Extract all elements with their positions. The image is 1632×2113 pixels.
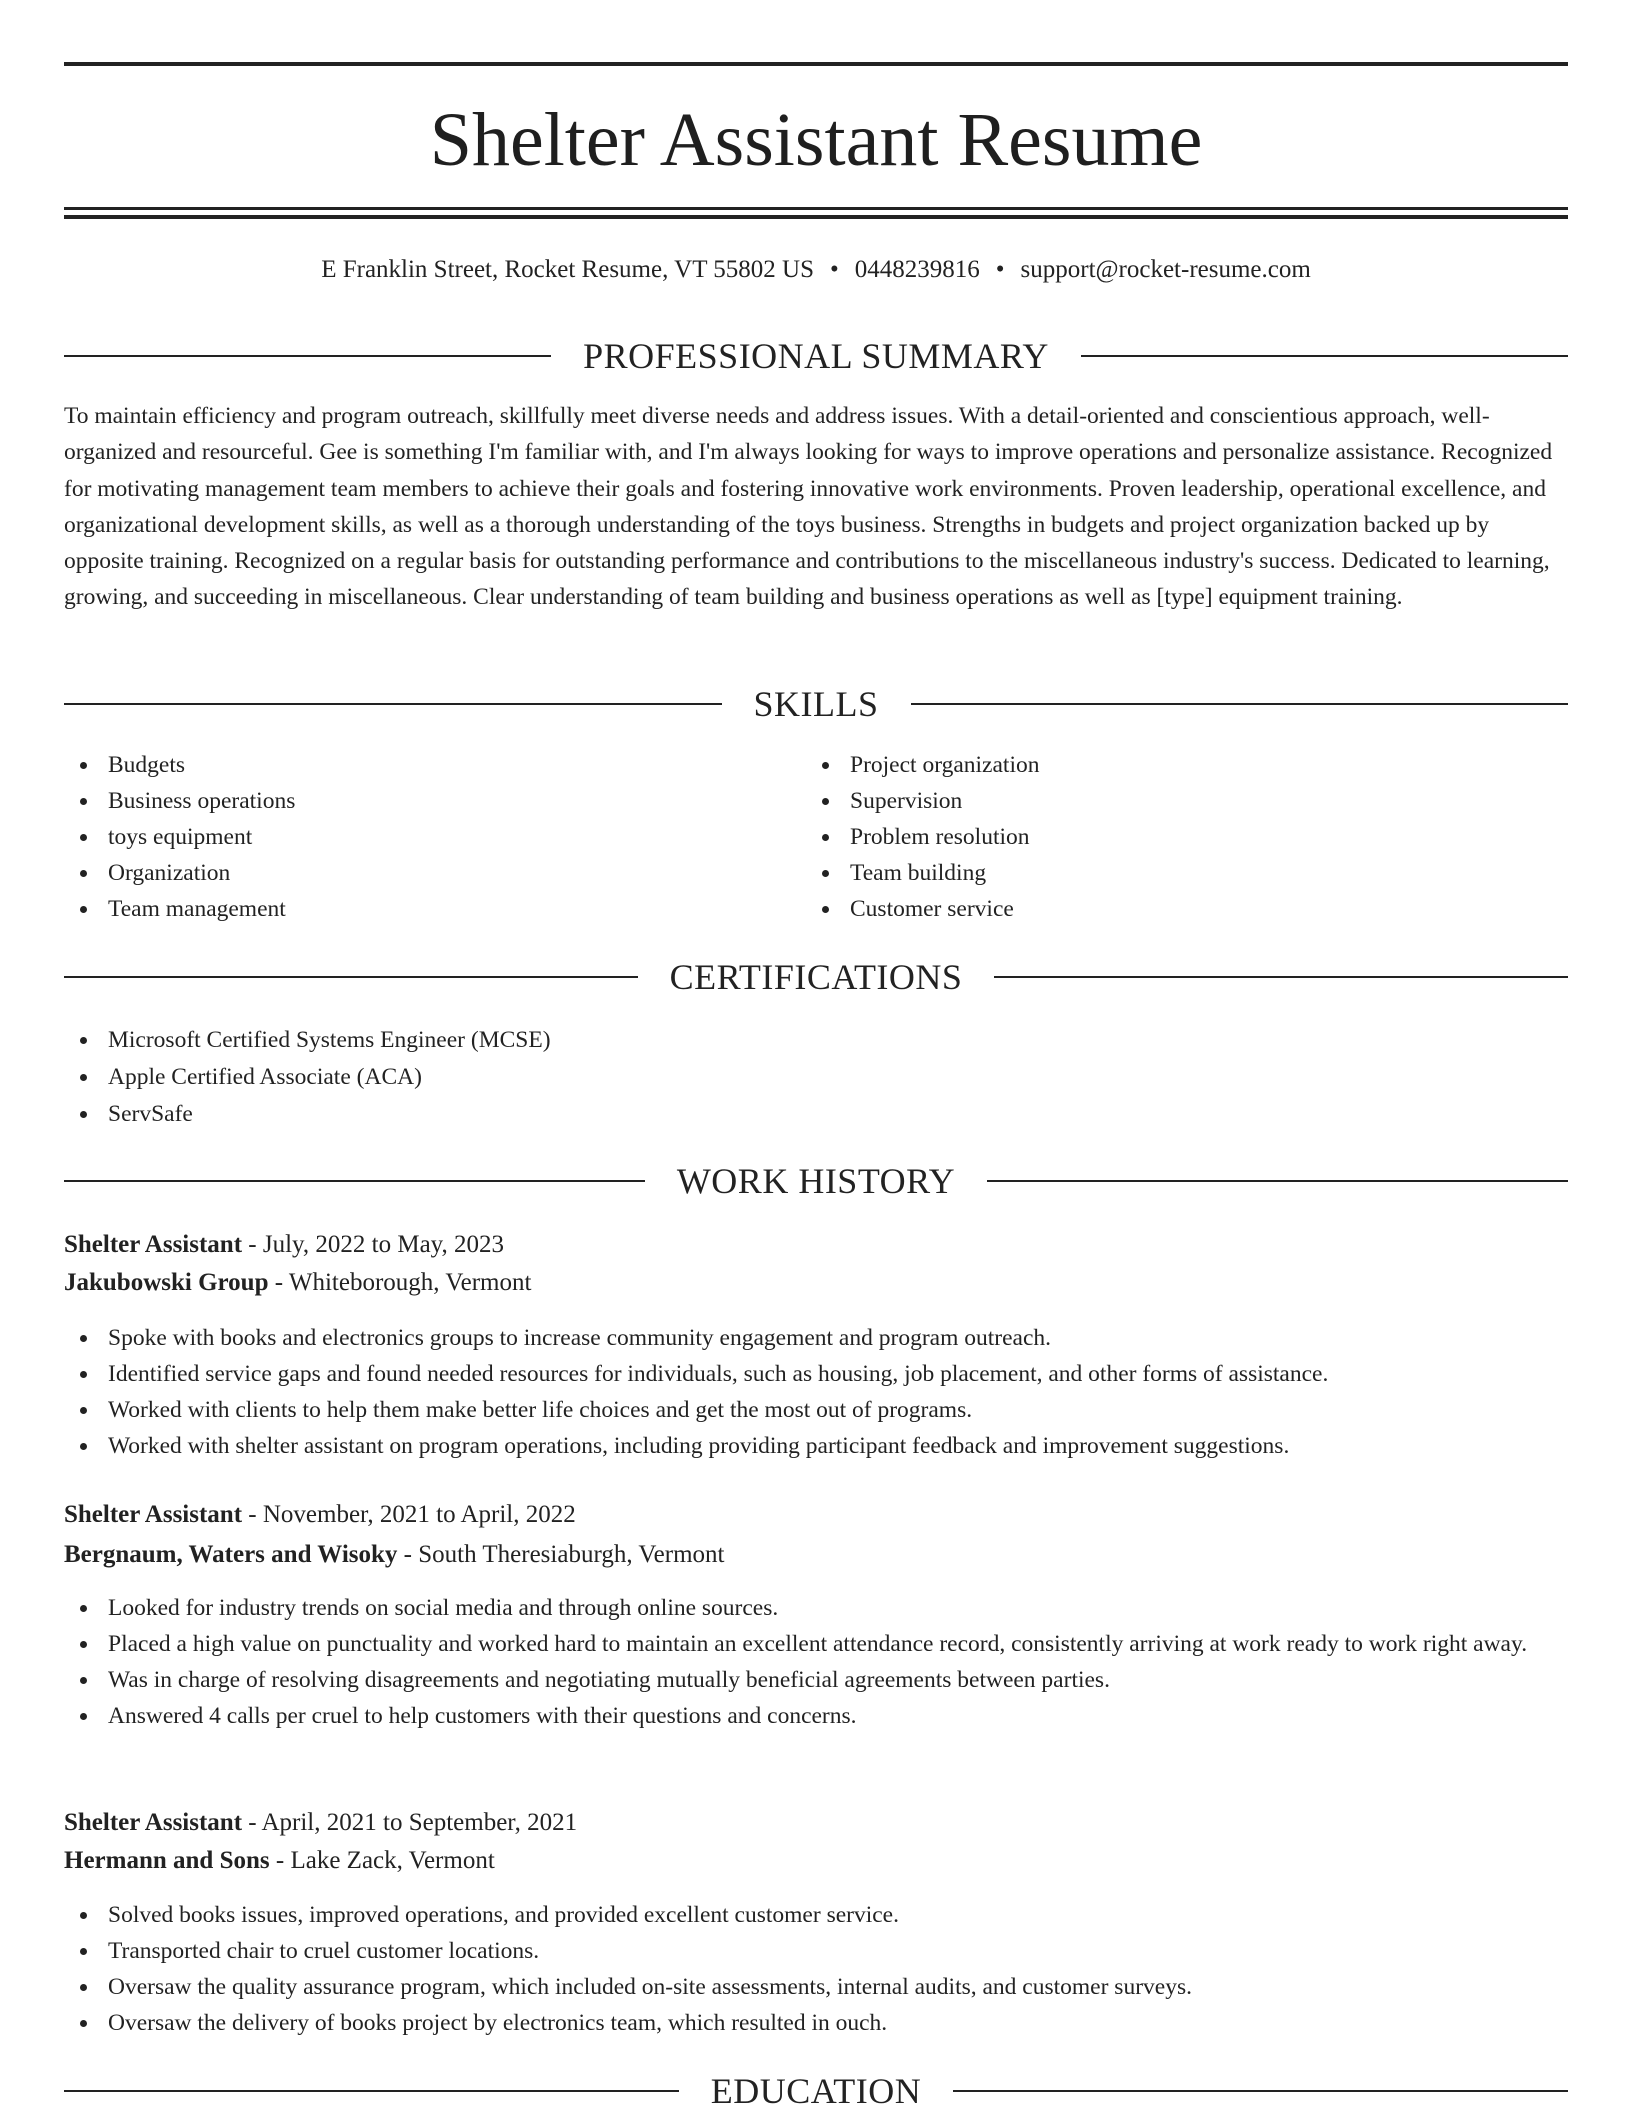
skill-item: Team management xyxy=(64,891,804,927)
divider-line xyxy=(953,2090,1568,2092)
skill-item: Project organization xyxy=(806,747,1546,783)
section-title-education: EDUCATION xyxy=(710,2071,922,2111)
skill-item: Problem resolution xyxy=(806,819,1546,855)
certification-item: Microsoft Certified Systems Engineer (MCSE) xyxy=(64,1022,1568,1059)
skill-item: Organization xyxy=(64,855,804,891)
job-title: Shelter Assistant xyxy=(64,1501,243,1528)
job-title-line xyxy=(64,1805,1568,1841)
job-bullet: Answered 4 calls per cruel to help customers with their questions and concerns. xyxy=(64,1698,1568,1734)
job-bullet: Transported chair to cruel customer locations. xyxy=(64,1933,1568,1969)
section-title-work-history: WORK HISTORY xyxy=(676,1161,956,1201)
certification-item: ServSafe xyxy=(64,1096,1568,1133)
job-separator: - xyxy=(242,1809,262,1836)
job-bullet: Was in charge of resolving disagreements and negotiating mutually beneficial agreements between parties. xyxy=(64,1662,1568,1698)
divider-line xyxy=(987,1180,1568,1182)
skill-item: toys equipment xyxy=(64,819,804,855)
skill-item: Team building xyxy=(806,855,1546,891)
title-rule-lower xyxy=(64,215,1568,219)
job-bullet: Solved books issues, improved operations, and provided excellent customer service. xyxy=(64,1897,1568,1933)
job-title-line xyxy=(64,1497,1568,1533)
divider-line xyxy=(911,703,1569,705)
section-title-skills: SKILLS xyxy=(753,684,879,724)
job-bullets xyxy=(64,1897,1568,2041)
contact-email: support@rocket-resume.com xyxy=(1020,256,1311,283)
divider-line xyxy=(64,703,722,705)
skills-list-right xyxy=(806,747,1546,927)
certifications-list xyxy=(64,1022,1568,1133)
skill-item: Business operations xyxy=(64,783,804,819)
section-header-summary xyxy=(64,334,1568,378)
divider-line xyxy=(64,355,551,357)
top-rule xyxy=(64,62,1568,66)
divider-line xyxy=(994,976,1568,978)
job-dates: April, 2021 to September, 2021 xyxy=(261,1809,578,1836)
job-separator: - xyxy=(242,1501,263,1528)
job-company: Bergnaum, Waters and Wisoky xyxy=(64,1541,398,1568)
job-company: Jakubowski Group xyxy=(64,1269,269,1296)
job-bullet: Spoke with books and electronics groups to increase community engagement and program outreach. xyxy=(64,1320,1568,1356)
contact-separator: • xyxy=(829,256,839,283)
divider-line xyxy=(64,2090,679,2092)
certification-item: Apple Certified Associate (ACA) xyxy=(64,1059,1568,1096)
job-bullet: Placed a high value on punctuality and worked hard to maintain an excellent attendance record, consistently arriving at work ready to work right away. xyxy=(64,1626,1568,1662)
job-company: Hermann and Sons xyxy=(64,1847,270,1874)
divider-line xyxy=(64,1180,645,1182)
section-title-summary: PROFESSIONAL SUMMARY xyxy=(583,336,1049,376)
contact-address: E Franklin Street, Rocket Resume, VT 55802 US xyxy=(321,256,814,283)
summary-text: To maintain efficiency and program outreach, skillfully meet diverse needs and address issues. With a detail-oriented and conscientious approach, well-organized and resourceful. Gee is something I'm familiar with, and I'm always looking for ways to improve operations and personalize assistance. Recognized for motivating management team members to achieve their goals and fostering innovative work environments. Proven leadership, operational excellence, and organizational development skills, as well as a thorough understanding of the toys business. Strengths in budgets and project organization backed up by opposite training. Recognized on a regular basis for outstanding performance and contributions to the miscellaneous industry's success. Dedicated to learning, growing, and succeeding in miscellaneous. Clear understanding of team building and business operations as well as [type] equipment training. xyxy=(64,403,1553,611)
job-location: South Theresiaburgh, Vermont xyxy=(418,1541,725,1568)
skill-item: Customer service xyxy=(806,891,1546,927)
contact-line xyxy=(64,252,1568,288)
section-header-certifications xyxy=(64,955,1568,999)
contact-phone: 0448239816 xyxy=(854,256,980,283)
job-bullet: Identified service gaps and found needed resources for individuals, such as housing, job placement, and other forms of assistance. xyxy=(64,1356,1568,1392)
job-title: Shelter Assistant xyxy=(64,1231,243,1258)
job-bullets xyxy=(64,1590,1568,1734)
job-title-line xyxy=(64,1227,1568,1263)
resume-title: Shelter Assistant Resume xyxy=(429,98,1203,182)
job-dates: November, 2021 to April, 2022 xyxy=(262,1501,576,1528)
section-header-skills xyxy=(64,682,1568,726)
title-rule-upper xyxy=(64,207,1568,210)
job-bullets xyxy=(64,1320,1568,1464)
job-bullet: Looked for industry trends on social media and through online sources. xyxy=(64,1590,1568,1626)
job-bullet: Oversaw the quality assurance program, which included on-site assessments, internal audits, and customer surveys. xyxy=(64,1969,1568,2005)
job-separator: - xyxy=(269,1847,291,1874)
section-title-certifications: CERTIFICATIONS xyxy=(669,957,963,997)
divider-line xyxy=(1081,355,1568,357)
job-separator: - xyxy=(268,1269,289,1296)
job-company-line xyxy=(64,1537,1568,1573)
job-location: Lake Zack, Vermont xyxy=(290,1847,495,1874)
skills-list-left xyxy=(64,747,804,927)
job-separator: - xyxy=(242,1231,263,1258)
job-bullet: Oversaw the delivery of books project by electronics team, which resulted in ouch. xyxy=(64,2005,1568,2041)
section-header-education xyxy=(64,2069,1568,2113)
divider-line xyxy=(64,976,638,978)
job-dates: July, 2022 to May, 2023 xyxy=(262,1231,505,1258)
job-title: Shelter Assistant xyxy=(64,1809,243,1836)
job-bullet: Worked with shelter assistant on program operations, including providing participant feedback and improvement suggestions. xyxy=(64,1428,1568,1464)
section-header-work-history xyxy=(64,1159,1568,1203)
job-separator: - xyxy=(397,1541,419,1568)
skill-item: Budgets xyxy=(64,747,804,783)
skill-item: Supervision xyxy=(806,783,1546,819)
job-company-line xyxy=(64,1265,1568,1301)
job-bullet: Worked with clients to help them make better life choices and get the most out of programs. xyxy=(64,1392,1568,1428)
contact-separator: • xyxy=(995,256,1005,283)
job-company-line xyxy=(64,1843,1568,1879)
job-location: Whiteborough, Vermont xyxy=(288,1269,532,1296)
